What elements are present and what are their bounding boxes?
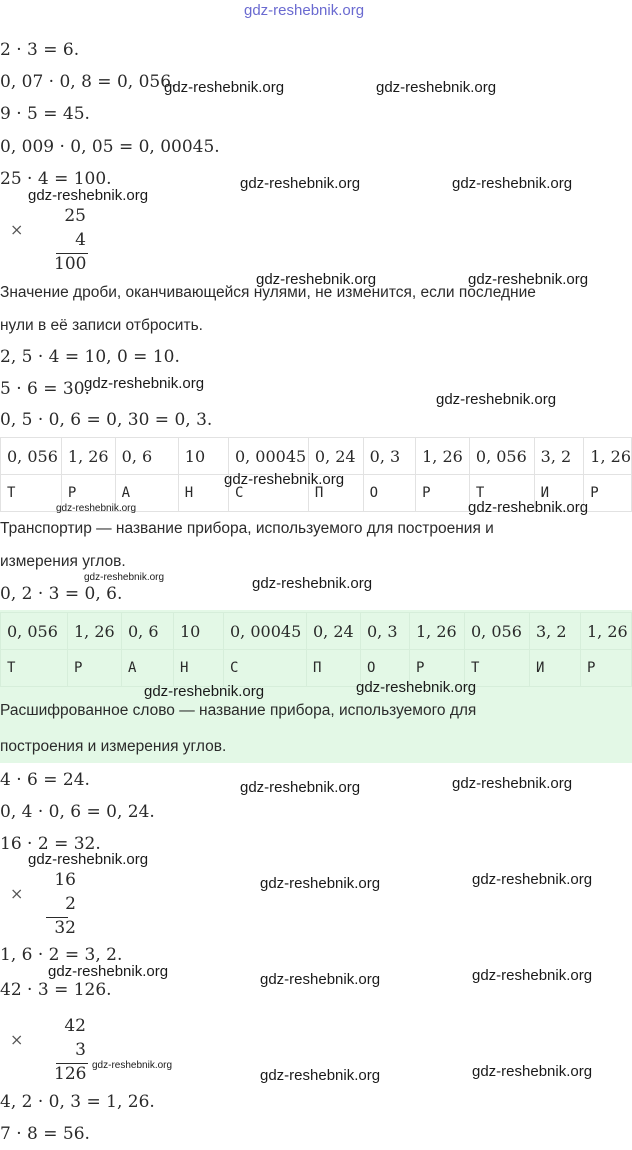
table-cell: 1, 26 (410, 613, 465, 650)
equation-line: 0, 07 · 0, 8 = 0, 056. (0, 72, 177, 92)
equation-line: 16 · 2 = 32. (0, 834, 101, 854)
equation-line: 2 · 3 = 6. (0, 40, 80, 60)
table-cell: 1, 26 (68, 613, 122, 650)
multiply-sign: × (10, 884, 24, 903)
table-cell: Н (178, 475, 228, 512)
multiply-sign: × (10, 1030, 24, 1049)
multiplier: 4 (75, 230, 86, 250)
table-cell: 0, 056 (1, 438, 62, 475)
table-row-numbers (1, 438, 632, 475)
explanation-text: нули в её записи отбросить. (0, 317, 203, 334)
answer-table-highlighted (0, 612, 632, 687)
table-cell: 10 (174, 613, 224, 650)
watermark: gdz-reshebnik.org (256, 271, 377, 288)
table-cell: О (361, 650, 410, 687)
multiplicand: 42 (64, 1016, 86, 1036)
table-row-letters (1, 650, 632, 687)
watermark: gdz-reshebnik.org (28, 851, 149, 868)
watermark: gdz-reshebnik.org (144, 683, 265, 700)
watermark: gdz-reshebnik.org (356, 679, 477, 696)
table-cell: Р (416, 475, 470, 512)
answer-text: построения и измерения углов. (0, 738, 227, 755)
watermark: gdz-reshebnik.org (48, 963, 169, 980)
table-cell: 1, 26 (61, 438, 115, 475)
watermark: gdz-reshebnik.org (472, 871, 593, 888)
table-cell: Н (174, 650, 224, 687)
watermark: gdz-reshebnik.org (92, 1060, 173, 1071)
table-row-numbers (1, 613, 632, 650)
table-cell: 10 (178, 438, 228, 475)
table-cell: А (122, 650, 174, 687)
table-cell: 3, 2 (530, 613, 581, 650)
table-cell: О (363, 475, 415, 512)
column-multiplication (10, 870, 90, 940)
table-cell: 0, 6 (122, 613, 174, 650)
watermark: gdz-reshebnik.org (224, 471, 345, 488)
column-multiplication (10, 206, 90, 276)
watermark: gdz-reshebnik.org (468, 499, 589, 516)
watermark: gdz-reshebnik.org (472, 1063, 593, 1080)
watermark: gdz-reshebnik.org (84, 375, 205, 392)
watermark: gdz-reshebnik.org (84, 572, 165, 583)
table-cell: 0, 056 (465, 613, 530, 650)
table-cell: Р (410, 650, 465, 687)
multiplier: 2 (65, 894, 76, 914)
table-cell: С (224, 650, 307, 687)
watermark: gdz-reshebnik.org (468, 271, 589, 288)
equation-line: 0, 2 · 3 = 0, 6. (0, 584, 123, 604)
table-cell: 3, 2 (534, 438, 584, 475)
equation-line: 4 · 6 = 24. (0, 770, 90, 790)
watermark: gdz-reshebnik.org (164, 79, 285, 96)
equation-line: 1, 6 · 2 = 3, 2. (0, 945, 123, 965)
table-cell: Т (1, 475, 62, 512)
watermark: gdz-reshebnik.org (260, 875, 381, 892)
product: 100 (54, 254, 87, 274)
equation-line: 0, 4 · 0, 6 = 0, 24. (0, 802, 155, 822)
equation-line: 7 · 8 = 56. (0, 1124, 90, 1144)
multiplier: 3 (75, 1040, 86, 1060)
table-cell: Р (584, 475, 632, 512)
explanation-text: Транспортир — название прибора, используемого для построения и (0, 520, 494, 537)
watermark: gdz-reshebnik.org (376, 79, 497, 96)
table-cell: П (307, 650, 361, 687)
watermark: gdz-reshebnik.org (260, 1067, 381, 1084)
equation-line: 42 · 3 = 126. (0, 980, 112, 1000)
explanation-text: Значение дроби, оканчивающейся нулями, не изменится, если последние (0, 284, 536, 301)
table-cell: 0, 056 (469, 438, 534, 475)
equation-line: 4, 2 · 0, 3 = 1, 26. (0, 1092, 155, 1112)
watermark: gdz-reshebnik.org (240, 175, 361, 192)
table-cell: 1, 26 (581, 613, 632, 650)
equation-line: 2, 5 · 4 = 10, 0 = 10. (0, 347, 180, 367)
table-cell: 1, 26 (416, 438, 470, 475)
table-cell: 0, 24 (307, 613, 361, 650)
equation-line: 5 · 6 = 30. (0, 379, 90, 399)
multiplicand: 25 (64, 206, 86, 226)
column-multiplication (10, 1016, 90, 1086)
table-cell: 0, 24 (308, 438, 363, 475)
table-cell: А (115, 475, 178, 512)
table-cell: Т (1, 650, 68, 687)
answer-text: Расшифрованное слово — название прибора, используемого для (0, 702, 477, 719)
table-cell: 1, 26 (584, 438, 632, 475)
watermark-header[interactable]: gdz-reshebnik.org (244, 2, 365, 19)
watermark: gdz-reshebnik.org (56, 503, 137, 514)
table-cell: 0, 00045 (224, 613, 307, 650)
table-cell: И (534, 475, 584, 512)
table-cell: И (530, 650, 581, 687)
watermark: gdz-reshebnik.org (452, 775, 573, 792)
table-cell: С (228, 475, 308, 512)
watermark: gdz-reshebnik.org (436, 391, 557, 408)
equation-line: 0, 5 · 0, 6 = 0, 30 = 0, 3. (0, 410, 213, 430)
multiplicand: 16 (54, 870, 76, 890)
table-cell: Т (465, 650, 530, 687)
multiply-sign: × (10, 220, 24, 239)
watermark: gdz-reshebnik.org (28, 187, 149, 204)
product: 32 (54, 918, 76, 938)
table-cell: П (308, 475, 363, 512)
watermark: gdz-reshebnik.org (472, 967, 593, 984)
watermark: gdz-reshebnik.org (452, 175, 573, 192)
equation-line: 0, 009 · 0, 05 = 0, 00045. (0, 137, 220, 157)
table-cell: Р (61, 475, 115, 512)
equation-line: 25 · 4 = 100. (0, 169, 112, 189)
table-cell: 0, 3 (363, 438, 415, 475)
table-cell: Р (581, 650, 632, 687)
equation-line: 9 · 5 = 45. (0, 104, 90, 124)
watermark: gdz-reshebnik.org (252, 575, 373, 592)
table-cell: Т (469, 475, 534, 512)
table-cell: Р (68, 650, 122, 687)
table-cell: 0, 6 (115, 438, 178, 475)
watermark: gdz-reshebnik.org (260, 971, 381, 988)
table-cell: 0, 3 (361, 613, 410, 650)
product: 126 (54, 1064, 87, 1084)
table-cell: 0, 00045 (228, 438, 308, 475)
watermark: gdz-reshebnik.org (240, 779, 361, 796)
explanation-text: измерения углов. (0, 553, 126, 570)
table-cell: 0, 056 (1, 613, 68, 650)
